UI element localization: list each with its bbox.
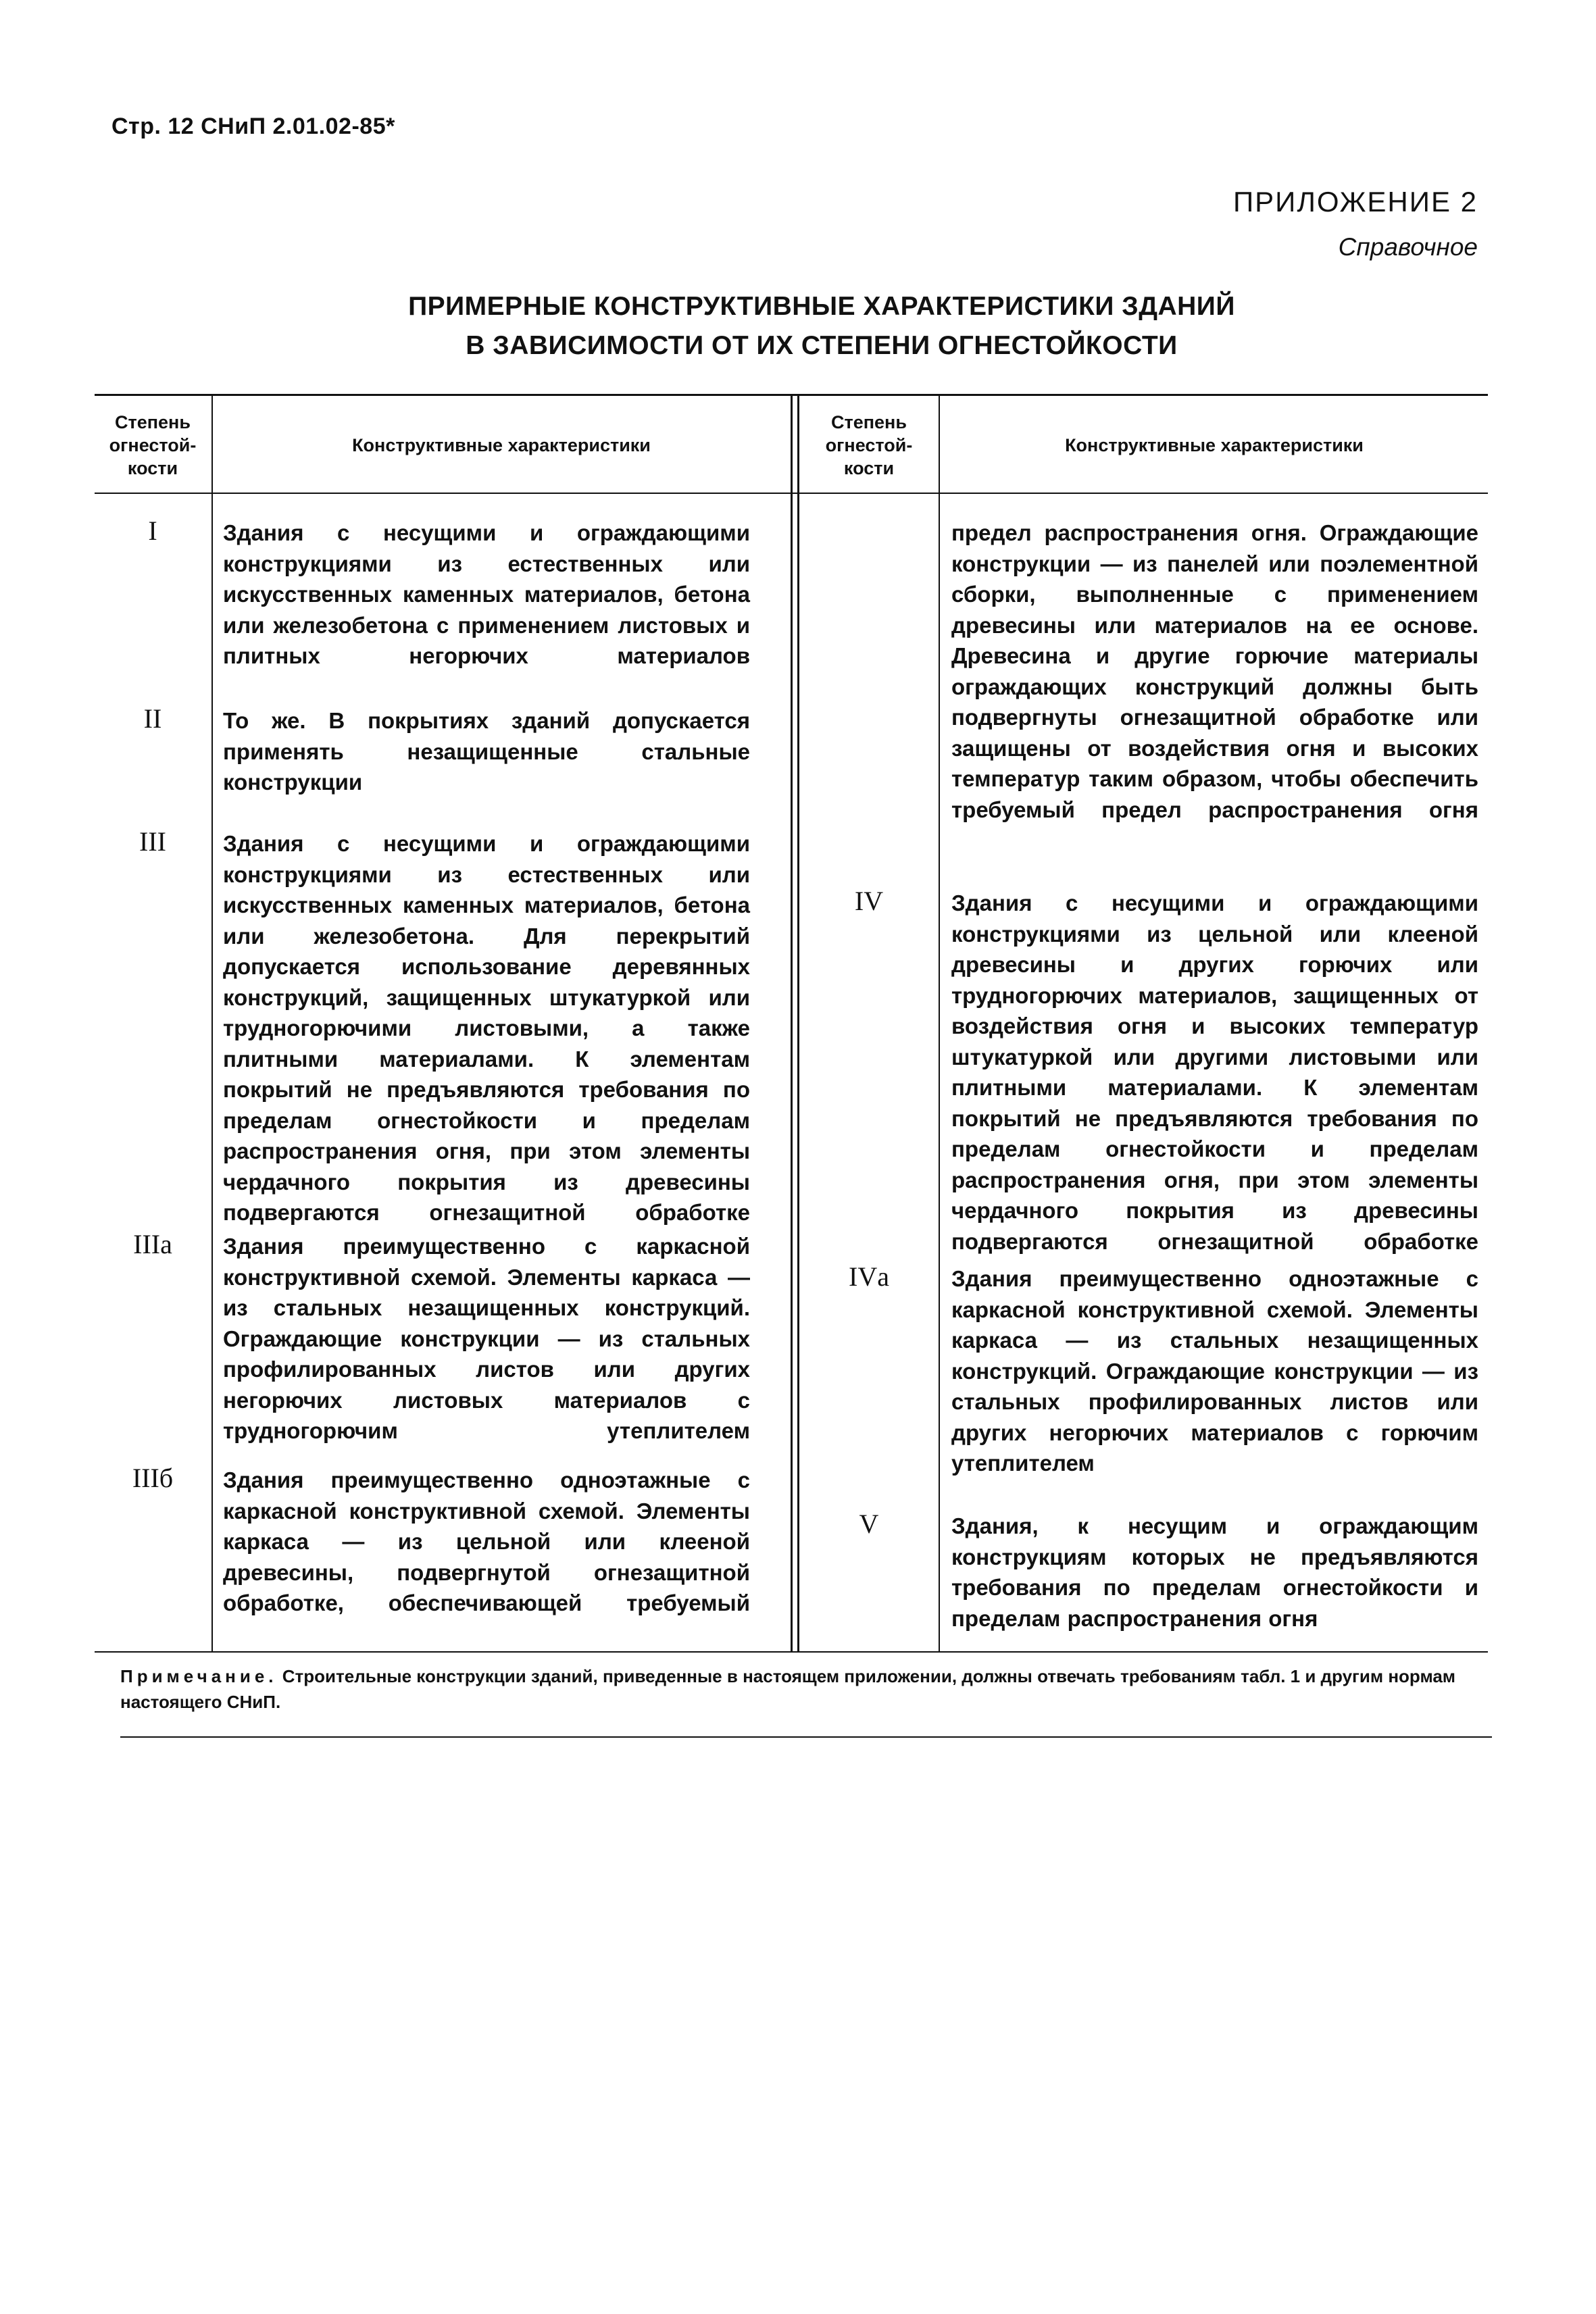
- column-header-degree-right: [801, 399, 937, 492]
- table-divider-left-degree: [211, 395, 213, 1651]
- degree-cell: V: [859, 1509, 879, 1539]
- characteristics-cell: Здания с несущими и ограждающими конструкциями из естественных или искусственных каменных материалов, бетона или железобетона с применением листовых и плитных негорючих материалов: [223, 520, 750, 668]
- characteristics-cell: Здания преимущественно одноэтажные с каркасной конструктивной схемой. Элементы каркаса — из цельной или клееной древесины, подвергнутой огнезащитной обработке, обеспечивающей требуемый: [223, 1467, 750, 1615]
- note-label: Примечание.: [120, 1666, 278, 1686]
- degree-cell: I: [148, 515, 157, 546]
- characteristics-cell: Здания, к несущим и ограждающим конструкциям которых не предъявляются требования по пределам огнестойкости и пределам распространения огня: [951, 1513, 1478, 1631]
- document-title-line-1: ПРИМЕРНЫЕ КОНСТРУКТИВНЫЕ ХАРАКТЕРИСТИКИ ЗДАНИЙ: [408, 292, 1235, 321]
- table-center-double-rule-b: [797, 395, 799, 1651]
- document-title-line-2: В ЗАВИСИМОСТИ ОТ ИХ СТЕПЕНИ ОГНЕСТОЙКОСТИ: [466, 331, 1178, 360]
- characteristics-cell: Здания преимущественно одноэтажные с каркасной конструктивной схемой. Элементы каркаса — из стальных незащищенных конструкций. Ограждающие конструкции — из стальных профилированных листов или других негорючих материалов с горючим утеплителем: [951, 1266, 1478, 1476]
- column-header-line: огнестой-: [825, 435, 913, 455]
- table-divider-right-degree: [939, 395, 940, 1651]
- characteristics-cell: Здания с несущими и ограждающими конструкциями из естественных или искусственных каменных материалов, бетона или железобетона. Для перекрытий допускается использование деревянных конструкций, защищенных штукатуркой или трудногорючими листовыми, а также плитными материалами. К элементам покрытий не предъявляются требования по пределам огнестойкости и пределам распространения огня, при этом элементы чердачного покрытия из древесины подвергаются огнезащитной обработке: [223, 831, 750, 1225]
- characteristics-cell: Здания преимущественно с каркасной конструктивной схемой. Элементы каркаса — из стальных незащищенных конструкций. Ограждающие конструкции — из стальных профилированных листов или других негорючих листовых материалов с трудногорючим утеплителем: [223, 1234, 750, 1443]
- column-header-line: Степень: [831, 412, 907, 432]
- degree-cell: II: [143, 703, 162, 734]
- note-text: Строительные конструкции зданий, приведенные в настоящем приложении, должны отвечать требованиям табл. 1 и другим нормам настоящего СНиП.: [120, 1666, 1456, 1712]
- characteristics-cell: предел распространения огня. Ограждающие конструкции — из панелей или поэлементной сборки, выполненные с применением древесины или материалов на ее основе. Древесина и другие горючие материалы ограждающих конструкций должны быть подвергнуты огнезащитной обработке или защищены от воздействия огня и высоких температур таким образом, чтобы обеспечить требуемый предел распространения огня: [951, 520, 1478, 822]
- column-header-line: Степень: [115, 412, 191, 432]
- appendix-subtitle: Справочное: [1338, 233, 1478, 261]
- degree-cell: IV: [854, 886, 884, 916]
- column-header-line: кости: [843, 458, 895, 478]
- column-header-line: огнестой-: [109, 435, 197, 455]
- document-title: [0, 287, 1596, 366]
- appendix-title: ПРИЛОЖЕНИЕ 2: [1232, 186, 1478, 218]
- characteristics-cell: То же. В покрытиях зданий допускается применять незащищенные стальные конструкции: [223, 708, 750, 795]
- appendix-block: [1233, 186, 1478, 261]
- degree-cell: IIIб: [132, 1463, 174, 1493]
- column-header-characteristics-left: Конструктивные характеристики: [352, 435, 651, 455]
- column-header-degree-left: [95, 399, 211, 492]
- characteristics-cell: Здания с несущими и ограждающими конструкциями из цельной или клееной древесины и других горючих или трудногорючих материалов, защищенных от воздействия огня и высоких температур штукатуркой или другими листовыми или плитными материалами. К элементам покрытий не предъявляются требования по пределам огнестойкости и пределам распространения огня, при этом элементы чердачного покрытия из древесины подвергаются огнезащитной обработке: [951, 890, 1478, 1254]
- column-header-line: кости: [127, 458, 178, 478]
- table-center-double-rule-a: [791, 395, 793, 1651]
- degree-cell: III: [139, 826, 166, 857]
- table-bottom-rule: [95, 1651, 1488, 1653]
- column-header-characteristics-right: Конструктивные характеристики: [1065, 435, 1364, 455]
- degree-cell: IIIа: [133, 1229, 172, 1259]
- page-bottom-rule: [120, 1736, 1492, 1738]
- degree-cell: IVа: [849, 1261, 889, 1292]
- page-header-ref: Стр. 12 СНиП 2.01.02-85*: [111, 114, 395, 139]
- table-note: [120, 1663, 1505, 1715]
